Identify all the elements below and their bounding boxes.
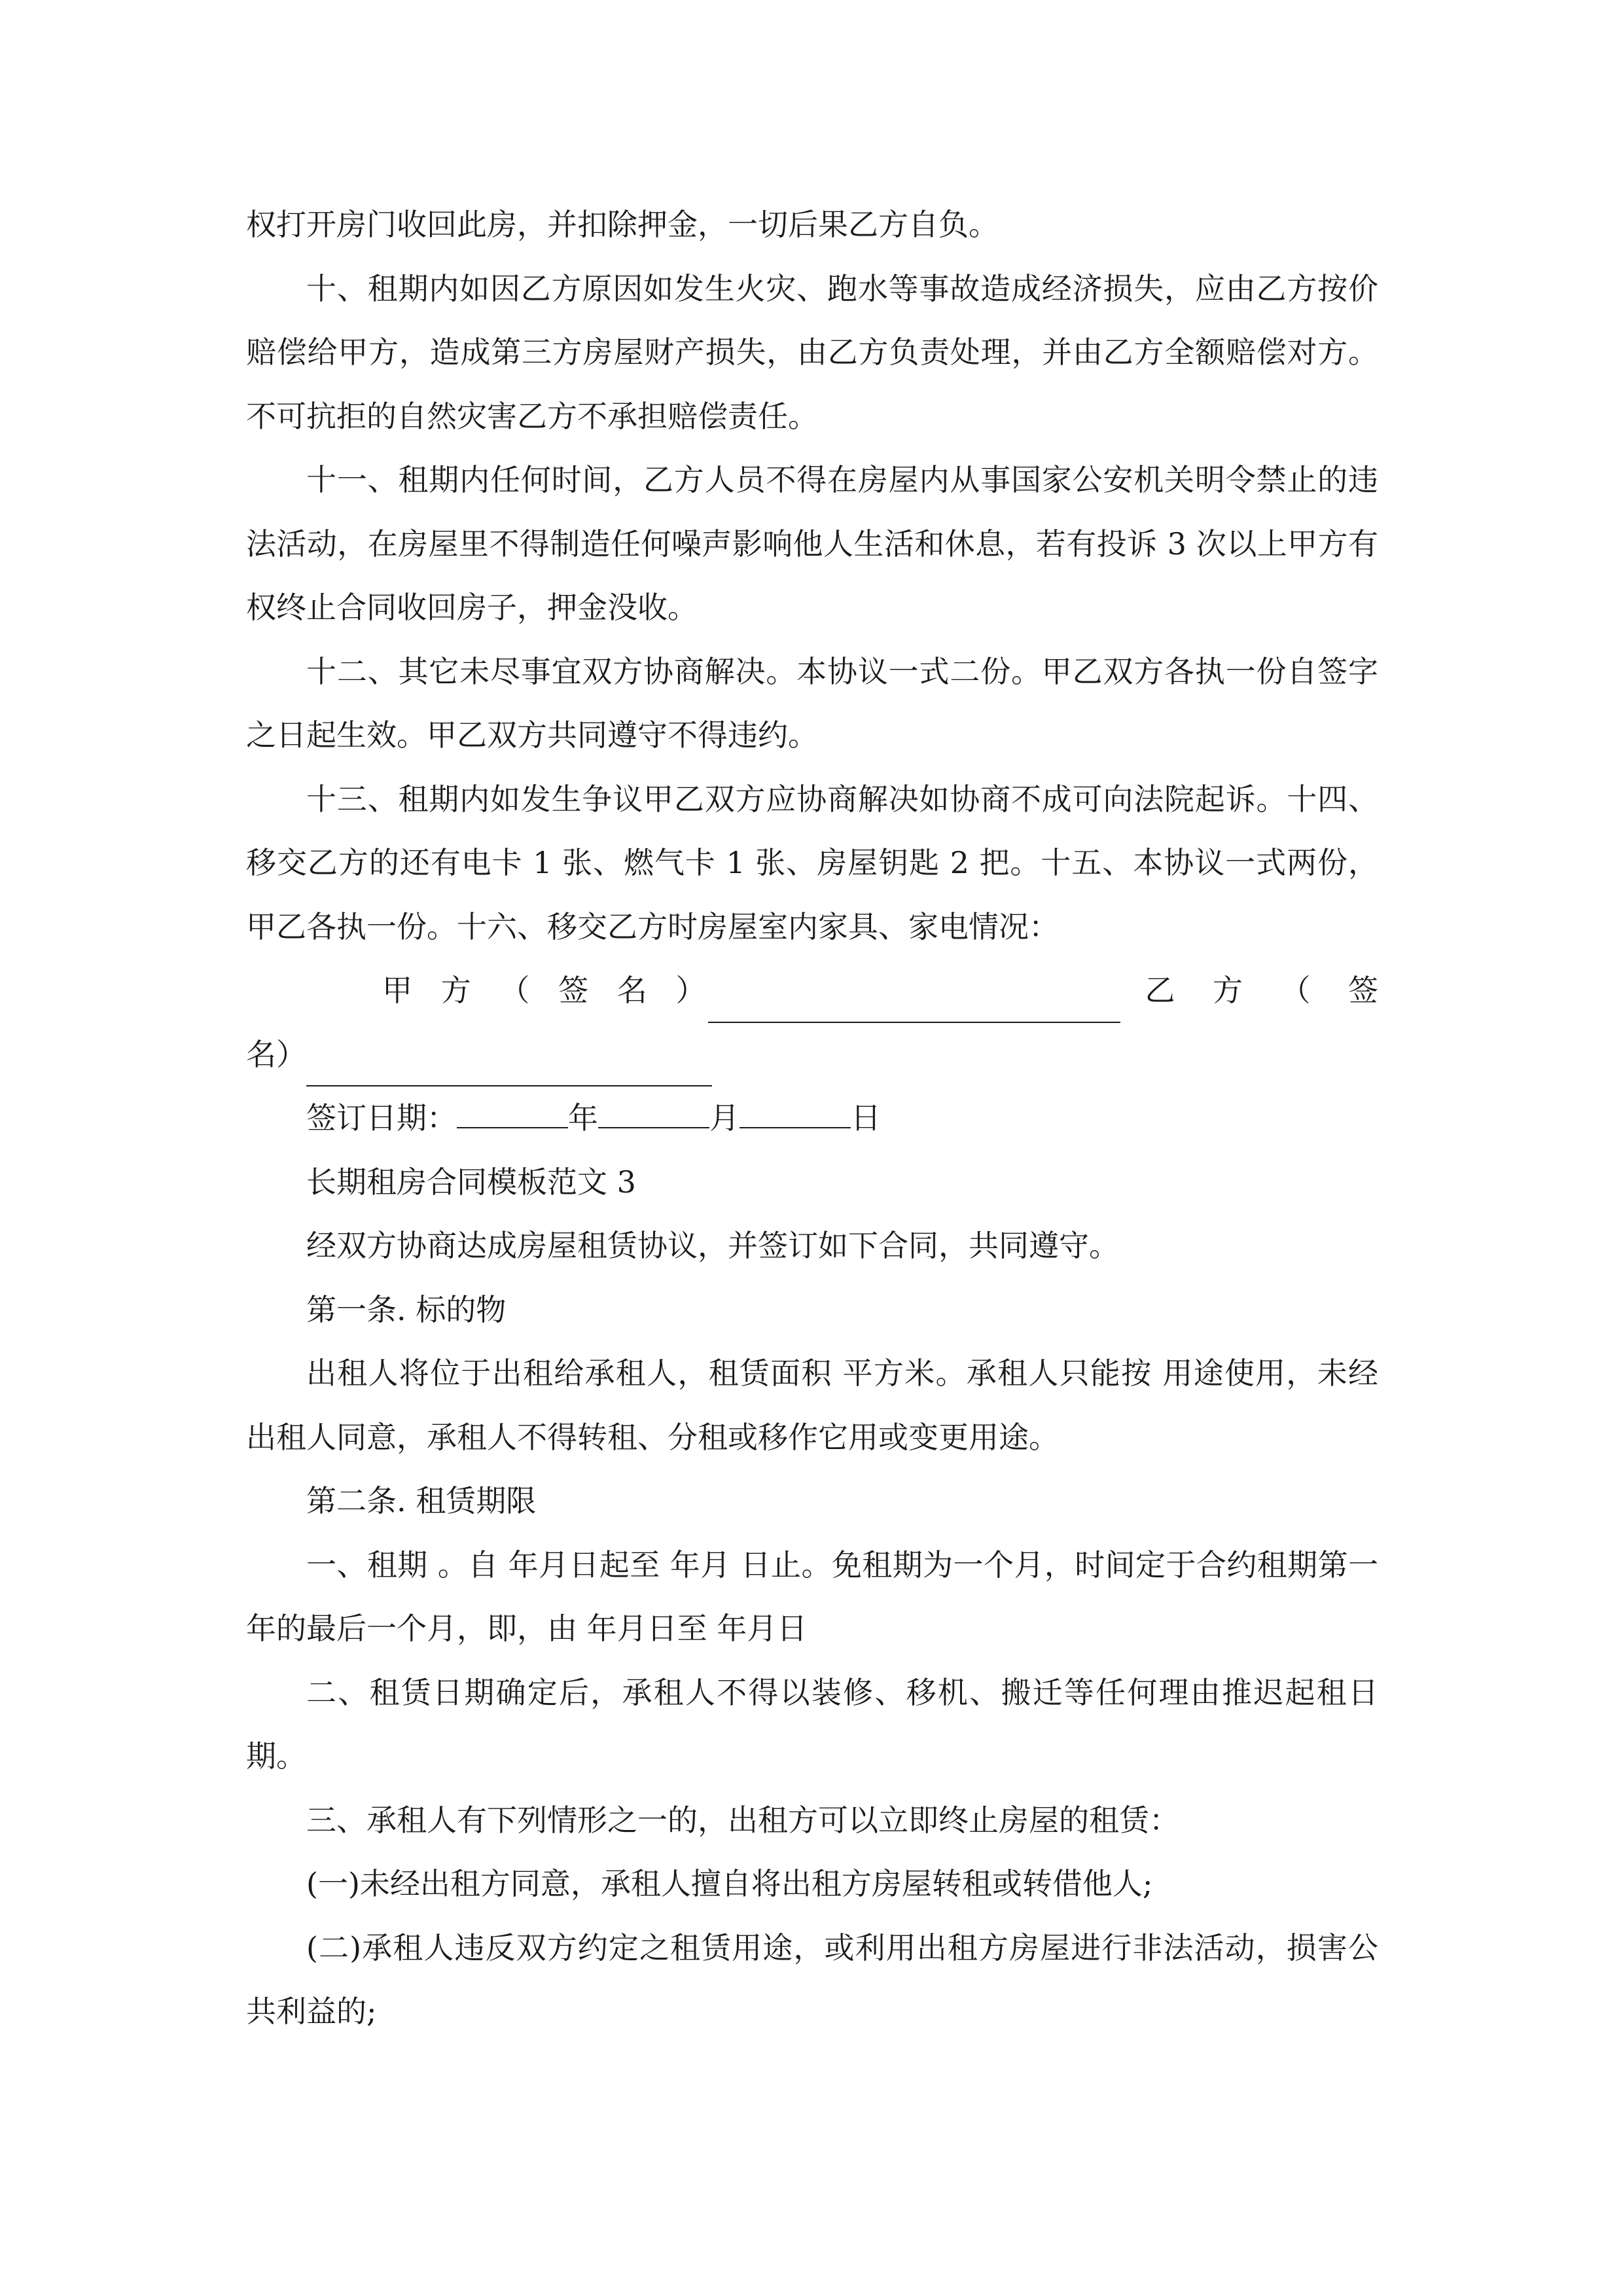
article-2-item-1: 一、租期 。自 年月日起至 年月 日止。免租期为一个月，时间定于合约租期第一年的最后一个月，即，由 年月日至 年月日 [246,1547,1378,1646]
day-label: 日 [851,1100,881,1136]
year-label: 年 [568,1100,598,1136]
article-2-item-2: 二、租赁日期确定后，承租人不得以装修、移机、搬迁等任何理由推迟起租日期。 [246,1674,1378,1774]
article-2-heading: 第二条. 租赁期限 [306,1483,537,1518]
paragraph-intro: 经双方协商达成房屋租赁协议，并签订如下合同，共同遵守。 [306,1228,1119,1263]
party-a-signature-blank [708,982,1120,1023]
party-b-signature-blank [306,1046,712,1086]
month-blank [598,1090,709,1128]
signing-date-line [246,1086,1378,1151]
party-b-signature-label-end: 名） [246,1036,306,1072]
article-2-item-3: 三、承租人有下列情形之一的，出租方可以立即终止房屋的租赁： [306,1802,1179,1838]
party-a-signature-label: 甲方（签名） [382,973,735,1008]
article-2-item-3-sub-2: (二)承租人违反双方约定之租赁用途，或利用出租方房屋进行非法活动，损害公共利益的; [246,1929,1378,2029]
document-body [246,193,1416,2044]
signature-line-continued [246,1023,1378,1087]
article-1-heading: 第一条. 标的物 [306,1291,507,1327]
paragraph-clause-12: 十二、其它未尽事宜双方协商解决。本协议一式二份。甲乙双方各执一份自签字之日起生效。甲乙双方共同遵守不得违约。 [246,653,1378,753]
signature-line [246,959,1416,1023]
section-heading: 长期租房合同模板范文 3 [306,1164,636,1200]
article-2-item-3-sub-1: (一)未经出租方同意，承租人擅自将出租方房屋转租或转借他人; [306,1866,1153,1901]
month-label: 月 [709,1100,740,1136]
article-1-body: 出租人将位于出租给承租人，租赁面积 平方米。承租人只能按 用途使用，未经出租人同意，承租人不得转租、分租或移作它用或变更用途。 [246,1355,1378,1455]
paragraph-clause-9-end: 权打开房门收回此房，并扣除押金，一切后果乙方自负。 [246,207,999,242]
paragraph-clause-13-16: 十三、租期内如发生争议甲乙双方应协商解决如协商不成可向法院起诉。十四、移交乙方的还有电卡 1 张、燃气卡 1 张、房屋钥匙 2 把。十五、本协议一式两份，甲乙各执一份。十六、移交乙方时房屋室内家具、家电情况： [246,781,1378,944]
day-blank [740,1090,851,1128]
paragraph-clause-11: 十一、租期内任何时间，乙方人员不得在房屋内从事国家公安机关明令禁止的违法活动，在房屋里不得制造任何噪声影响他人生活和休息，若有投诉 3 次以上甲方有权终止合同收回房子，押金没收。 [246,462,1378,625]
signing-date-label: 签订日期： [306,1100,457,1136]
paragraph-clause-10: 十、租期内如因乙方原因如发生火灾、跑水等事故造成经济损失，应由乙方按价赔偿给甲方，造成第三方房屋财产损失，由乙方负责处理，并由乙方全额赔偿对方。不可抗拒的自然灾害乙方不承担赔偿责任。 [246,270,1378,434]
party-b-signature-label: 乙方（签 [1145,973,1416,1008]
year-blank [457,1090,568,1128]
